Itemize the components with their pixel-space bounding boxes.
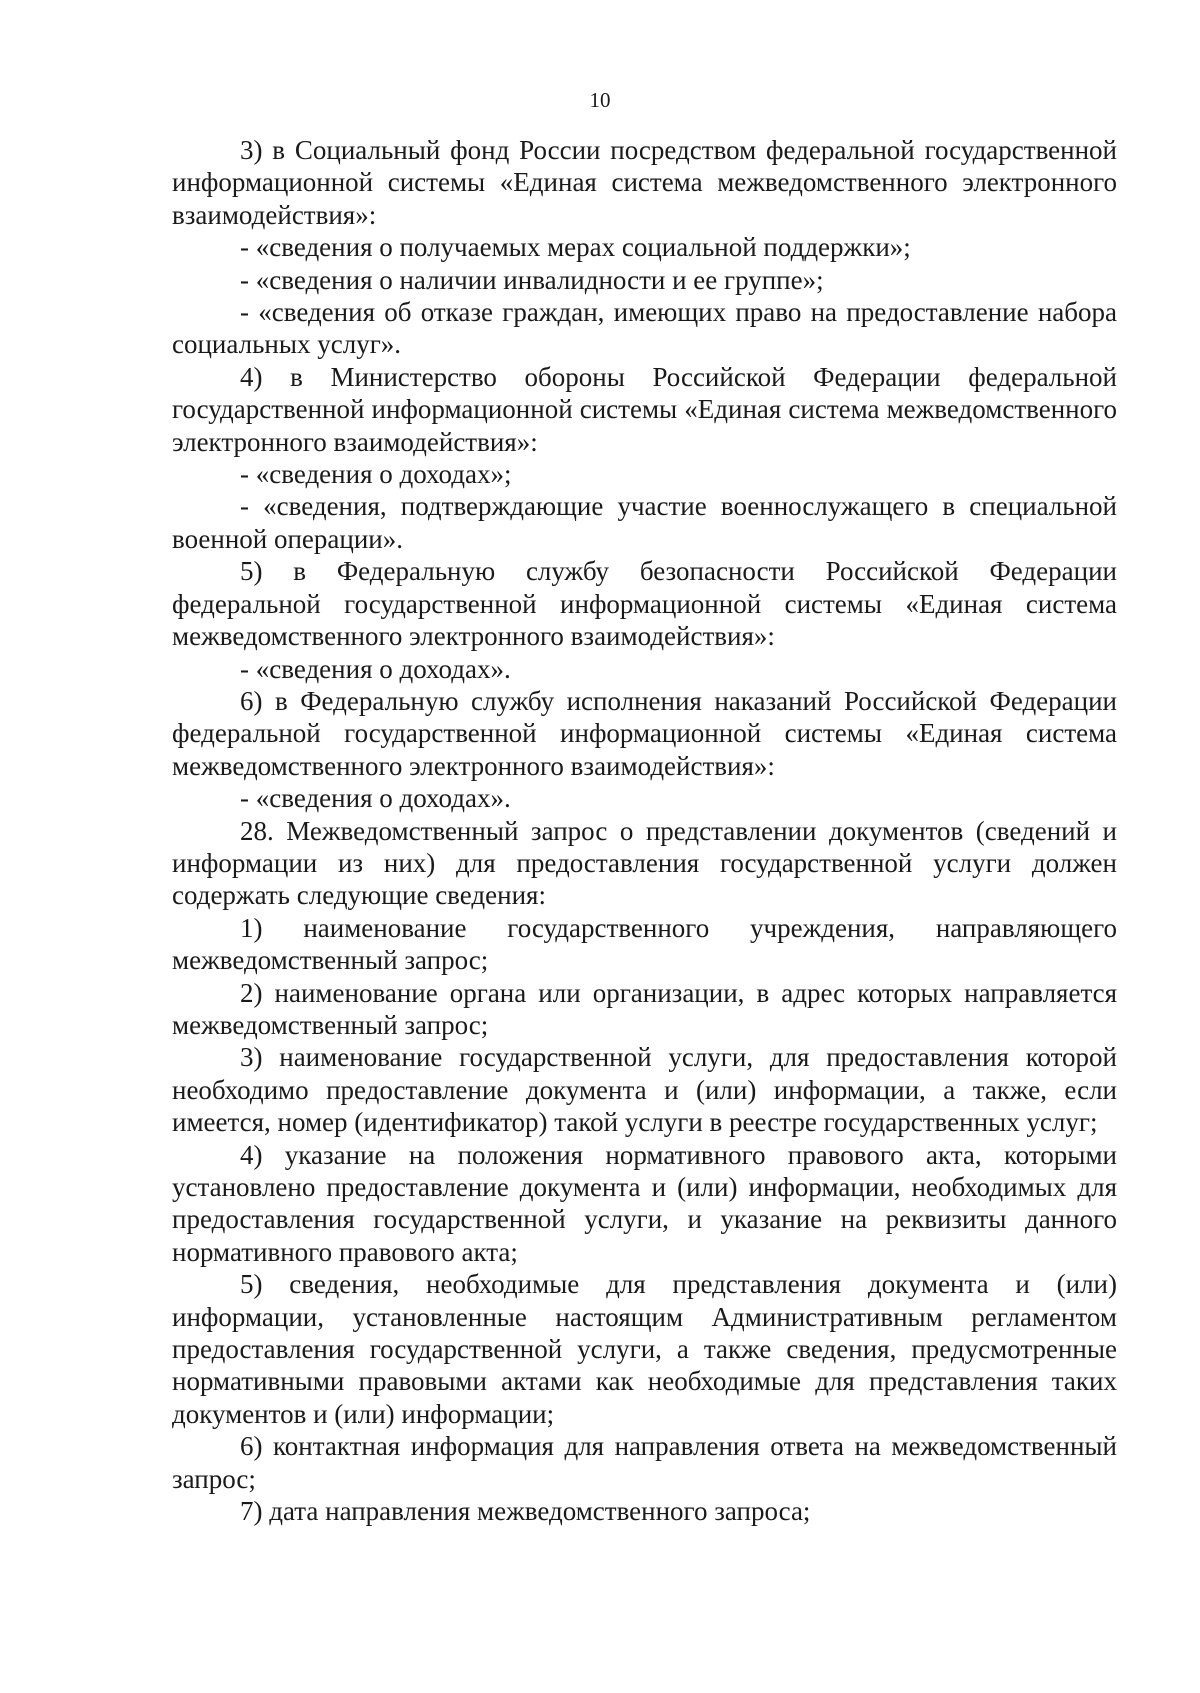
paragraph-28-interagency-request: 28. Межведомственный запрос о представлении документов (сведений и информации из них) для предоставления государственной услуги должен содержать следующие сведения: bbox=[172, 815, 1117, 911]
paragraph-28-item-3: 3) наименование государственной услуги, для предоставления которой необходимо предоставление документа и (или) информации, а также, если имеется, номер (идентификатор) такой услуги в реестре государственных услуг; bbox=[172, 1042, 1117, 1138]
paragraph-item-6-penitentiary-service: 6) в Федеральную службу исполнения наказаний Российской Федерации федеральной государственной информационной системы «Единая система межведомственного электронного взаимодействия»: bbox=[172, 685, 1117, 781]
paragraph-28-item-4: 4) указание на положения нормативного правового акта, которыми установлено предоставление документа и (или) информации, необходимых для предоставления государственной услуги, и указание на реквизиты данного нормативного правового акта; bbox=[172, 1139, 1117, 1267]
list-item-income-defense: - «сведения о доходах»; bbox=[240, 459, 512, 490]
paragraph-28-item-5: 5) сведения, необходимые для представления документа и (или) информации, установленные настоящим Административным регламентом предоставления государственной услуги, а также сведения, предусмотренные нормативными правовыми актами как необходимые для представления таких документов и (или) информации; bbox=[172, 1269, 1117, 1429]
paragraph-item-4-defense-ministry: 4) в Министерство обороны Российской Федерации федеральной государственной информационной системы «Единая система межведомственного электронного взаимодействия»: bbox=[172, 361, 1117, 457]
page-number: 10 bbox=[589, 88, 611, 112]
list-item-refusal-social-services: - «сведения об отказе граждан, имеющих право на предоставление набора социальных услуг». bbox=[172, 297, 1117, 360]
document-body bbox=[172, 134, 1117, 1527]
paragraph-item-5-security-service: 5) в Федеральную службу безопасности Российской Федерации федеральной государственной информационной системы «Единая система межведомственного электронного взаимодействия»: bbox=[172, 556, 1117, 652]
paragraph-28-item-2: 2) наименование органа или организации, в адрес которых направляется межведомственный запрос; bbox=[172, 977, 1117, 1040]
list-item-military-operation: - «сведения, подтверждающие участие военнослужащего в специальной военной операции». bbox=[172, 491, 1117, 554]
list-item-income-penitentiary: - «сведения о доходах». bbox=[240, 783, 511, 814]
paragraph-28-item-1: 1) наименование государственного учреждения, направляющего межведомственный запрос; bbox=[172, 912, 1117, 976]
list-item-income-security: - «сведения о доходах». bbox=[240, 653, 511, 684]
paragraph-item-3-social-fund: 3) в Социальный фонд России посредством федеральной государственной информационной системы «Единая система межведомственного электронного взаимодействия»: bbox=[172, 135, 1117, 230]
paragraph-28-item-7: 7) дата направления межведомственного запроса; bbox=[240, 1496, 811, 1527]
list-item-disability: - «сведения о наличии инвалидности и ее группе»; bbox=[240, 264, 824, 295]
list-item-social-support: - «сведения о получаемых мерах социальной поддержки»; bbox=[240, 232, 911, 263]
paragraph-28-item-6: 6) контактная информация для направления ответа на межведомственный запрос; bbox=[172, 1431, 1117, 1494]
